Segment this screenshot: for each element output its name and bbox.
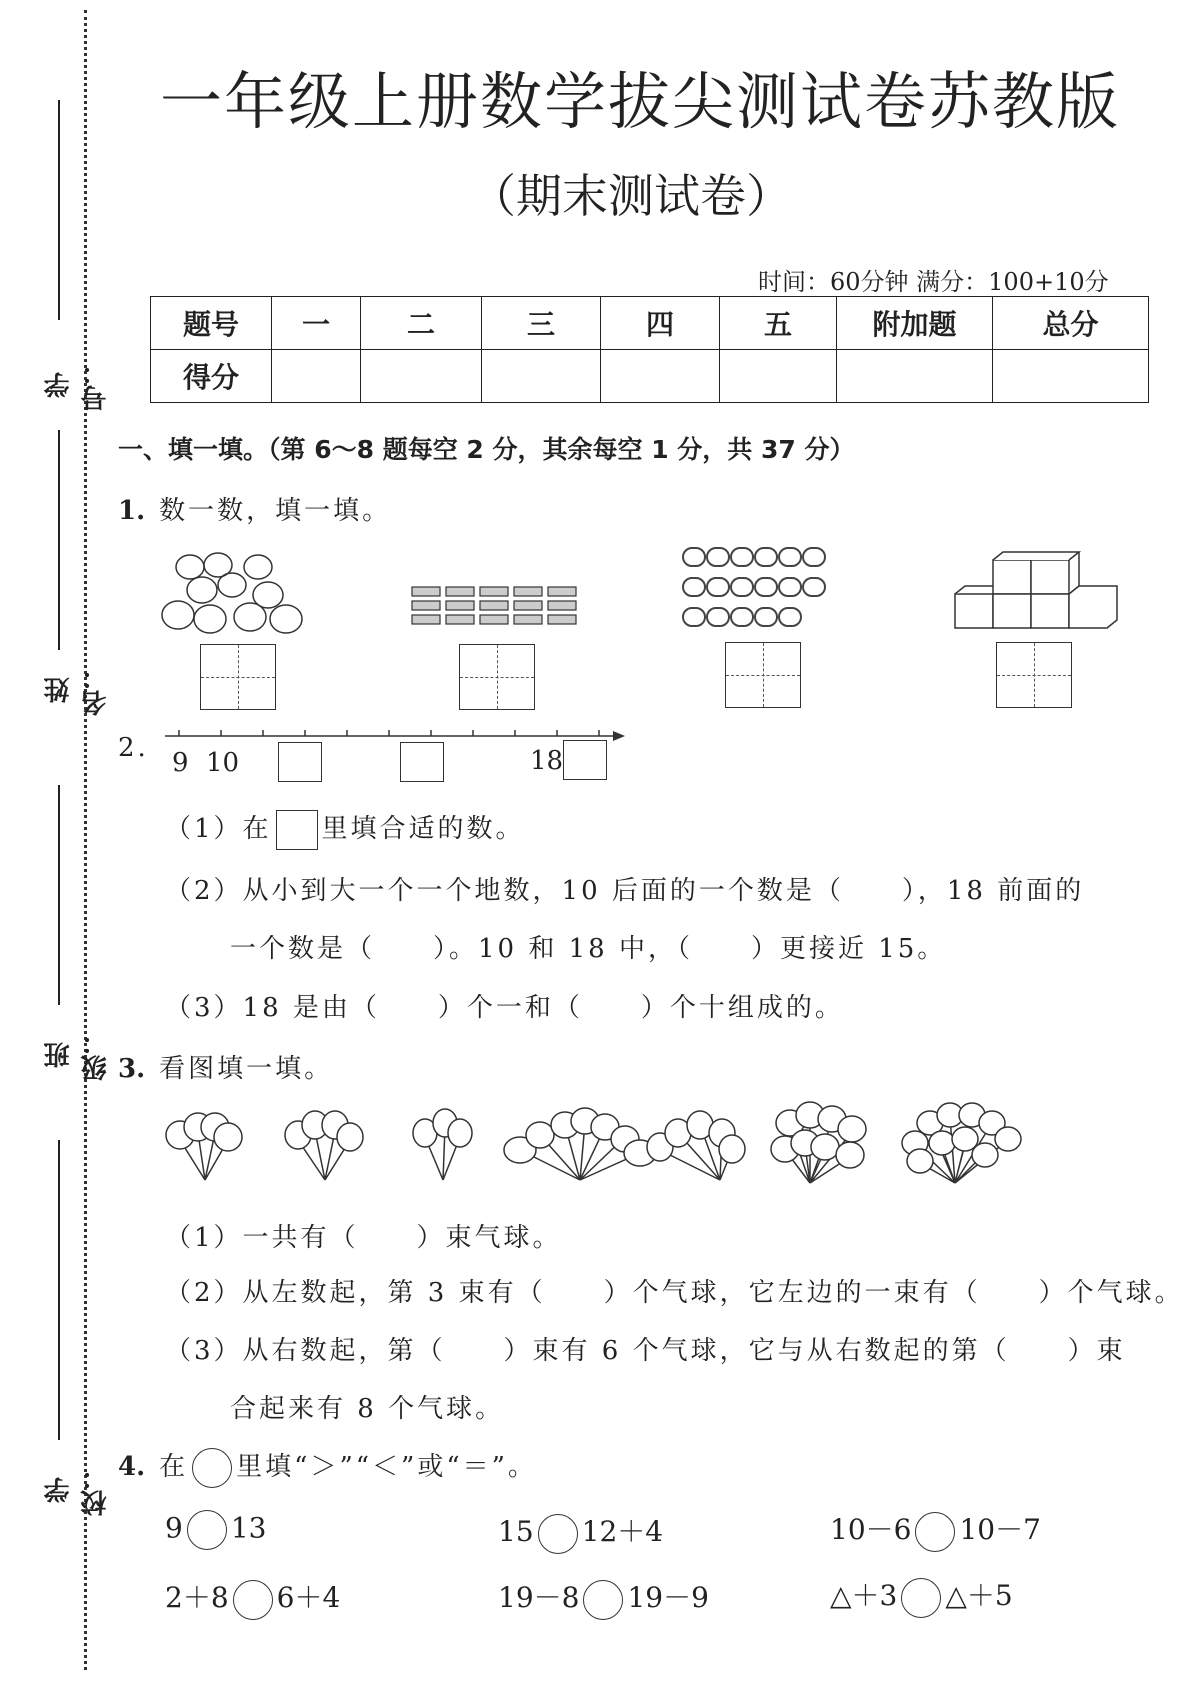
comparison-right: 10－7 [959, 1513, 1041, 1546]
comparison-item-4 [165, 1576, 340, 1620]
axis-label-18: 18 [530, 746, 564, 776]
score-table-header: 四 [601, 297, 720, 350]
comparison-left: 15 [498, 1515, 534, 1548]
question-3 [118, 1048, 333, 1085]
score-cell[interactable] [720, 350, 837, 403]
q2p1-suffix: 里填合适的数。 [321, 814, 525, 844]
score-table [150, 296, 1149, 403]
comparison-left: 19－8 [498, 1581, 580, 1614]
comparison-left: △＋3 [830, 1579, 898, 1612]
question-3-text: 看图填一填。 [159, 1054, 334, 1084]
comparison-item-6 [830, 1574, 1013, 1618]
question-1 [118, 490, 391, 527]
comparison-right: 19－9 [627, 1581, 709, 1614]
comparison-answer-circle[interactable] [915, 1512, 955, 1552]
name-rule[interactable] [58, 430, 60, 650]
score-cell[interactable] [482, 350, 601, 403]
question-3-part-2: （2）从左数起，第 3 束有（ ）个气球，它左边的一束有（ ）个气球。 [165, 1278, 1184, 1308]
balloon-bunch [166, 1113, 242, 1180]
exam-time-score-info: 时间：60分钟 满分：100+10分 [758, 268, 1109, 296]
score-cell[interactable] [272, 350, 361, 403]
question-3-part-1: （1）一共有（ ）束气球。 [165, 1223, 562, 1253]
comparison-item-1 [165, 1510, 266, 1550]
question-1-number: 1. [118, 496, 146, 526]
comparison-item-2 [498, 1510, 663, 1554]
comparison-left: 10－6 [830, 1513, 912, 1546]
erasers-picture [412, 587, 582, 637]
comparison-right: 13 [230, 1511, 267, 1545]
score-table-header: 一 [272, 297, 361, 350]
number-line [165, 728, 625, 748]
score-table-header: 二 [361, 297, 482, 350]
question-2-part-2-line-1: （2）从小到大一个一个地数，10 后面的一个数是（ ），18 前面的 [165, 876, 1085, 906]
score-cell[interactable] [361, 350, 482, 403]
school-label: 学校： [44, 1464, 111, 1516]
comparison-answer-circle[interactable] [538, 1514, 578, 1554]
balloon-bunch [413, 1109, 472, 1180]
score-cell[interactable] [837, 350, 993, 403]
comparison-answer-circle[interactable] [583, 1580, 623, 1620]
comparison-left: 2＋8 [165, 1581, 229, 1614]
q2p1-prefix: （1）在 [165, 814, 272, 844]
student-id-label: 学号： [44, 359, 111, 411]
question-4-prefix: 在 [159, 1452, 189, 1482]
score-table-header: 总分 [993, 297, 1149, 350]
page-subtitle: （期末测试卷） [470, 169, 792, 223]
question-3-number: 3. [118, 1054, 146, 1084]
comparison-right: 6＋4 [276, 1581, 341, 1614]
answer-grid-cubes[interactable] [996, 642, 1072, 708]
score-table-score-row [151, 350, 1149, 403]
comparison-item-5 [498, 1576, 709, 1620]
axis-label-9: 9 [172, 748, 189, 778]
question-2-part-1 [165, 808, 525, 850]
score-cell[interactable] [993, 350, 1149, 403]
number-line-answer-box-3[interactable] [563, 740, 607, 780]
student-id-field [40, 100, 111, 440]
comparison-answer-circle[interactable] [187, 1510, 227, 1550]
name-field [40, 430, 111, 730]
score-table-header: 附加题 [837, 297, 993, 350]
number-line-answer-box-2[interactable] [400, 742, 444, 782]
paperclips-picture [683, 548, 843, 633]
score-table-header: 题号 [151, 297, 272, 350]
question-3-part-3-line-1: （3）从右数起，第（ ）束有 6 个气球，它与从右数起的第（ ）束 [165, 1336, 1126, 1366]
page-title: 一年级上册数学拔尖测试卷苏教版 [160, 65, 1121, 138]
school-field [40, 1140, 111, 1560]
class-rule[interactable] [58, 785, 60, 1005]
score-cell[interactable] [601, 350, 720, 403]
comparison-right: △＋5 [945, 1579, 1013, 1612]
school-rule[interactable] [58, 1140, 60, 1440]
balloon-bunch [902, 1103, 1021, 1183]
number-line-answer-box-1[interactable] [278, 742, 322, 782]
student-id-rule[interactable] [58, 100, 60, 320]
axis-label-10: 10 [206, 748, 240, 778]
score-table-header: 五 [720, 297, 837, 350]
score-table-header-row [151, 297, 1149, 350]
score-row-label: 得分 [151, 350, 272, 403]
class-label: 班级： [44, 1029, 111, 1081]
question-2-number: 2. [118, 733, 149, 763]
chicks-picture [160, 555, 320, 640]
balloon-bunch [771, 1102, 866, 1183]
score-table-header: 三 [482, 297, 601, 350]
circle-symbol [192, 1448, 232, 1488]
section-1-heading: 一、填一填。（第 6～8 题每空 2 分，其余每空 1 分，共 37 分） [118, 435, 855, 464]
square-symbol [276, 810, 318, 850]
comparison-item-3 [830, 1508, 1041, 1552]
balloon-bunch [647, 1111, 745, 1180]
balloon-bunch [285, 1111, 363, 1180]
comparison-answer-circle[interactable] [901, 1578, 941, 1618]
answer-grid-paperclips[interactable] [725, 642, 801, 708]
comparison-right: 12＋4 [581, 1515, 664, 1548]
balloon-bunches [160, 1095, 1080, 1190]
question-3-part-3-line-2: 合起来有 8 个气球。 [230, 1394, 505, 1424]
class-field [40, 785, 111, 1115]
name-label: 姓名： [44, 664, 111, 716]
question-2-part-2-line-2: 一个数是（ ）。10 和 18 中，（ ）更接近 15。 [230, 934, 947, 964]
comparison-answer-circle[interactable] [233, 1580, 273, 1620]
question-4 [118, 1446, 537, 1488]
question-4-suffix: 里填“＞”“＜”或“＝”。 [236, 1452, 537, 1482]
answer-grid-chicks[interactable] [200, 644, 276, 710]
binding-dotted-line [84, 10, 87, 1670]
balloon-bunch [504, 1108, 656, 1180]
answer-grid-erasers[interactable] [459, 644, 535, 710]
question-2-part-3: （3）18 是由（ ）个一和（ ）个十组成的。 [165, 993, 844, 1023]
question-4-number: 4. [118, 1452, 146, 1482]
question-1-text: 数一数，填一填。 [159, 496, 392, 526]
cubes-picture [945, 550, 1125, 635]
comparison-left: 9 [165, 1511, 183, 1545]
